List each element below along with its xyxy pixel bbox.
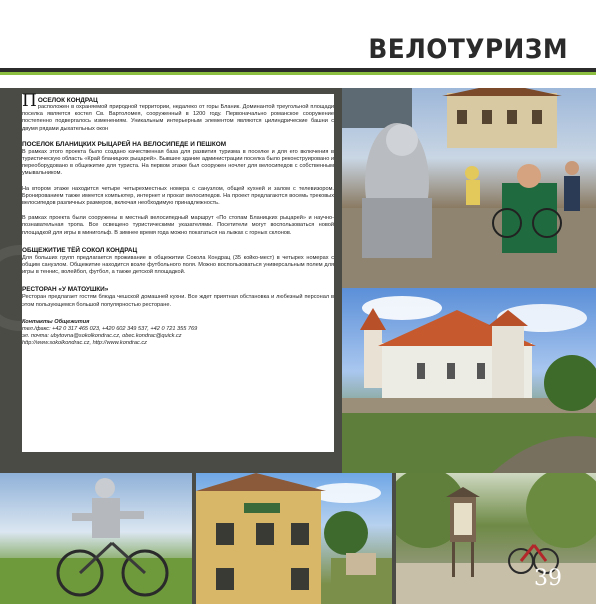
title-rule-green	[0, 72, 596, 75]
intro-block	[22, 91, 334, 133]
contacts-web: http://www.sokolkondrac.cz, http://www.kondrac.cz	[22, 340, 147, 347]
knights-heading: ПОСЕЛОК БЛАНИЦКИХ РЫЦАРЕЙ НА ВЕЛОСИПЕДЕ И ПЕШКОМ	[22, 140, 227, 148]
knights-paragraph-1: В рамках этого проекта было создано качественная база для развития туризма в поселке и для его включения в туристическую область «Край бланицких рыцарей». Бывшее здание администрации поселка было реконструировано и переоборудовано в общежитие для туриста. На первом этаже был сооружен ночлег для велосипедов с собственным умывальником.	[22, 148, 334, 177]
armored-cyclist-illustration	[0, 473, 192, 604]
photo-armored-cyclist	[0, 473, 192, 604]
knights-paragraph-2: На втором этаже находится четыре четырехместных номера с санузлом, общей кухней и залом с телевизором. Бронированием также имеется компьютер, интернет и прокат велосипедов. На проект предлагаются восемь трековых велосипедов различных размеров, включая необходимую принадлежность.	[22, 185, 334, 207]
contacts-phone: тел./факс: +42 0 317 465 023, +420 602 349 537, +42 0 721 355 769	[22, 326, 198, 333]
intro-heading: ОСЕЛОК КОНДРАЦ	[37, 97, 98, 104]
dorm-text: Для больших групп предлагается проживание в общежитии Сокола Кондрац (35 койко-мест) в четырех номерах с общим санузлом. Общежитие находится возле футбольного поля. Можно воспользоваться универсальным полем для игры в теннис, волейбол, футбол, а также детской площадкой.	[22, 254, 334, 276]
building-illustration	[196, 473, 392, 604]
photo-park-info-board	[396, 473, 596, 604]
restaurant-heading: РЕСТОРАН «У МАТОУШКИ»	[22, 286, 109, 294]
photo-knight-and-cyclists	[342, 88, 596, 288]
contacts-email: эл. почта: ubytovna@sokolkondrac.cz, obec.kondrac@quick.cz	[22, 333, 182, 340]
intro-text: расположен в охраняемой природной территории, недалеко от горы Бланик. Доминантой треугольной площади поселка является костел Св. Вартоломея, сооруженный в 1200 году. Первоначально романское сооружение постепенно подвергалось изменениям. Уникальным интерьерным элементом являются цилиндрические башни с двумя рядами дыхательных окон	[22, 104, 334, 132]
photo-church	[342, 288, 596, 473]
photo-yellow-building	[196, 473, 392, 604]
contacts-block	[22, 319, 334, 348]
restaurant-text: Ресторан предлагает гостям блюда чешской домашней кухни. Все ждет приятная обстановка и любезный персонал в этом пользующемся большой популярностью ресторане.	[22, 294, 334, 308]
drop-cap: П	[22, 91, 37, 111]
knights-paragraph-3: В рамках проекта были сооружены в местный велосипедный маршрут «По стопам Бланицких рыцарей» и научно-познавательная тропа. Все освещено туристическими указателями. Посетители могут воспользоваться новой площадкой для игры в минигольф. В зимнее время года можно покататься на лыжах с горных склонов.	[22, 215, 334, 236]
page-title: ВЕЛОТУРИЗМ	[368, 34, 568, 65]
park-illustration	[396, 473, 596, 604]
article-text-panel	[22, 91, 334, 452]
church-illustration	[342, 288, 596, 473]
page-number: 39	[534, 566, 562, 591]
contacts-title: Контакты Общежития	[22, 318, 90, 325]
knight-cyclists-illustration	[342, 88, 596, 288]
dorm-heading: ОБЩЕЖИТИЕ ТЁЙ СОКОЛ КОНДРАЦ	[22, 246, 138, 254]
